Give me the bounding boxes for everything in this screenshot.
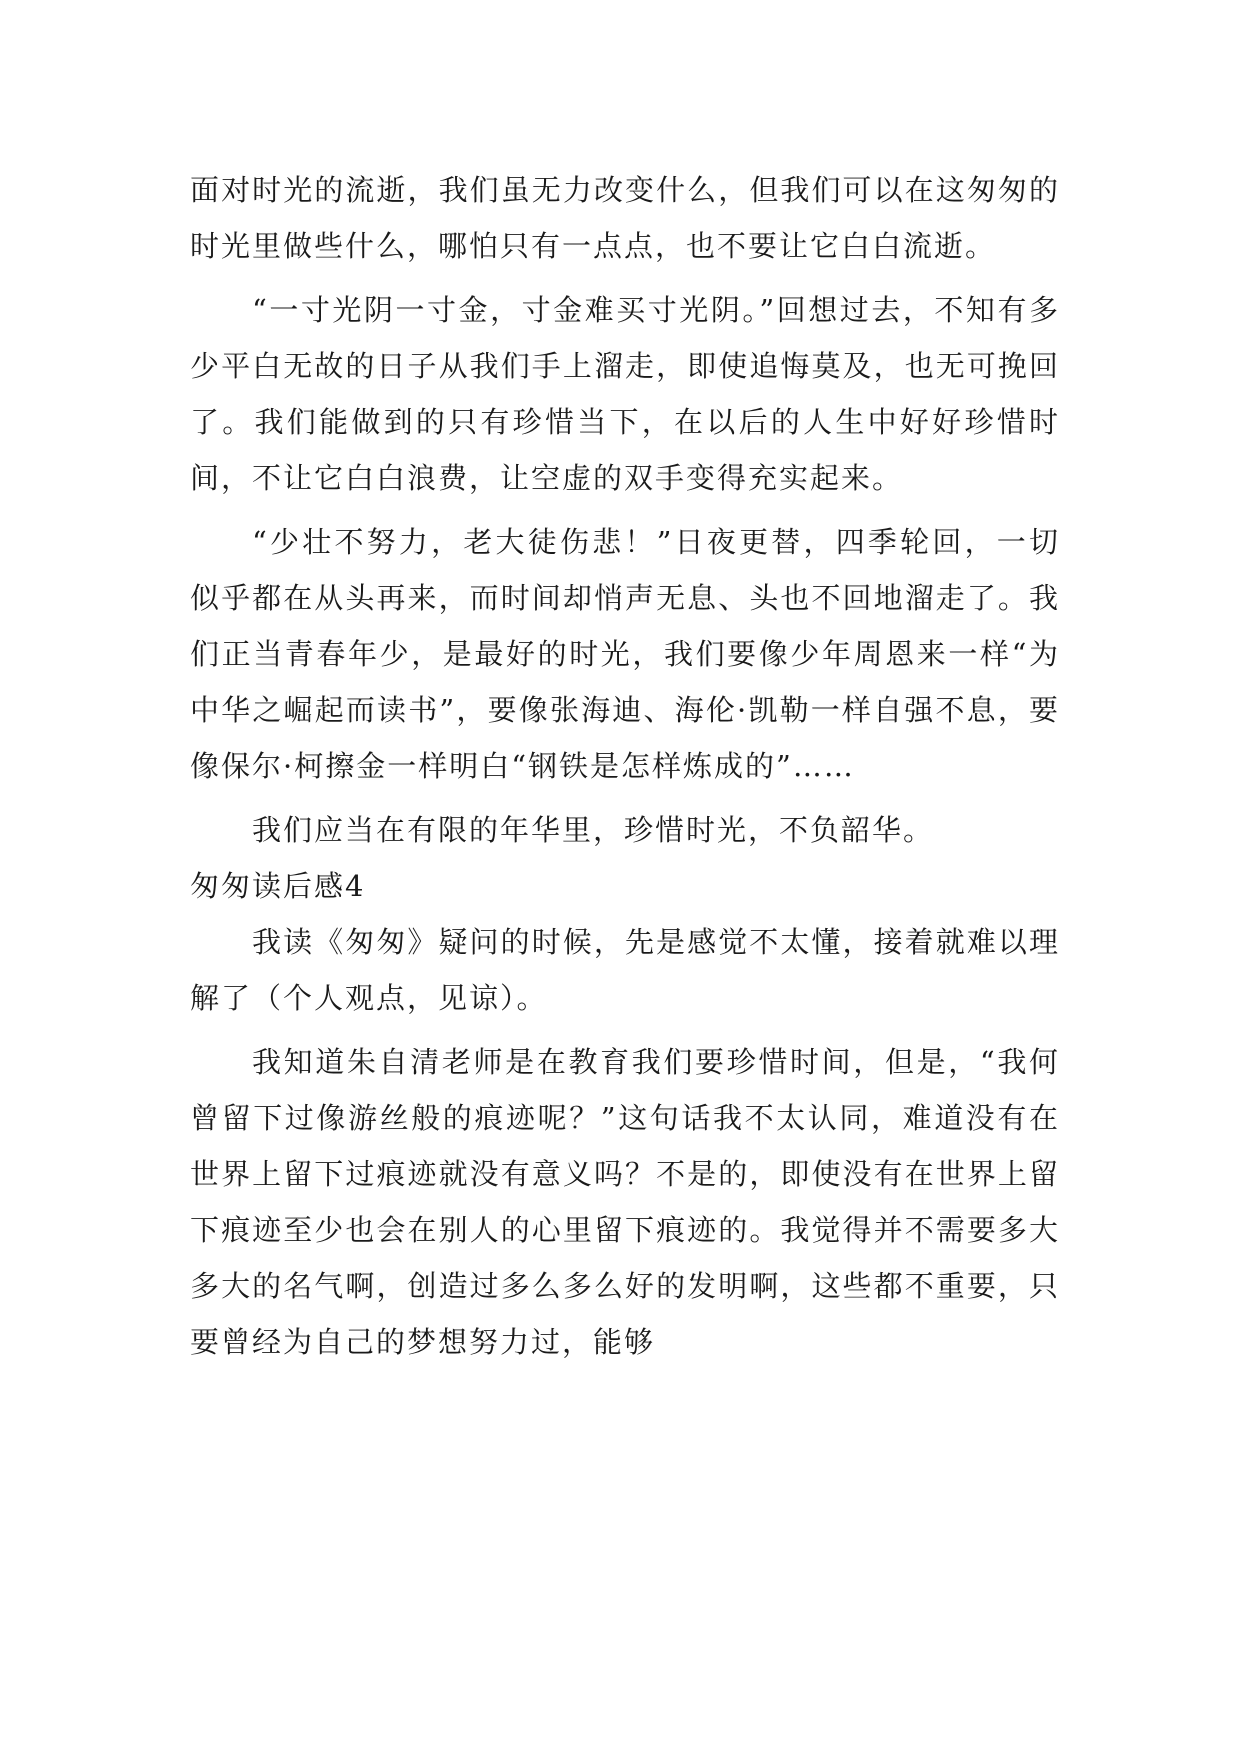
document-body <box>190 162 1060 1370</box>
paragraph-3: “少壮不努力，老大徒伤悲！”日夜更替，四季轮回，一切似乎都在从头再来，而时间却悄声无息、头也不回地溜走了。我们正当青春年少，是最好的时光，我们要像少年周恩来一样“为中华之崛起而读书”，要像张海迪、海伦·凯勒一样自强不息，要像保尔·柯擦金一样明白“钢铁是怎样炼成的”…… <box>190 525 1060 783</box>
paragraph-2: “一寸光阴一寸金，寸金难买寸光阴。”回想过去，不知有多少平白无故的日子从我们手上溜走，即使追悔莫及，也无可挽回了。我们能做到的只有珍惜当下，在以后的人生中好好珍惜时间，不让它白白浪费，让空虚的双手变得充实起来。 <box>190 293 1060 495</box>
paragraph-6: 我知道朱自清老师是在教育我们要珍惜时间，但是，“我何曾留下过像游丝般的痕迹呢？”这句话我不太认同，难道没有在世界上留下过痕迹就没有意义吗？不是的，即使没有在世界上留下痕迹至少也会在别人的心里留下痕迹的。我觉得并不需要多大多大的名气啊，创造过多么多么好的发明啊，这些都不重要，只要曾经为自己的梦想努力过，能够 <box>190 1045 1060 1359</box>
paragraph-1: 面对时光的流逝，我们虽无力改变什么，但我们可以在这匆匆的时光里做些什么，哪怕只有一点点，也不要让它白白流逝。 <box>190 173 1060 263</box>
section-heading: 匆匆读后感4 <box>190 869 366 903</box>
paragraph-4: 我们应当在有限的年华里，珍惜时光，不负韶华。 <box>252 813 935 847</box>
paragraph-5: 我读《匆匆》疑问的时候，先是感觉不太懂，接着就难以理解了（个人观点，见谅）。 <box>190 925 1060 1015</box>
